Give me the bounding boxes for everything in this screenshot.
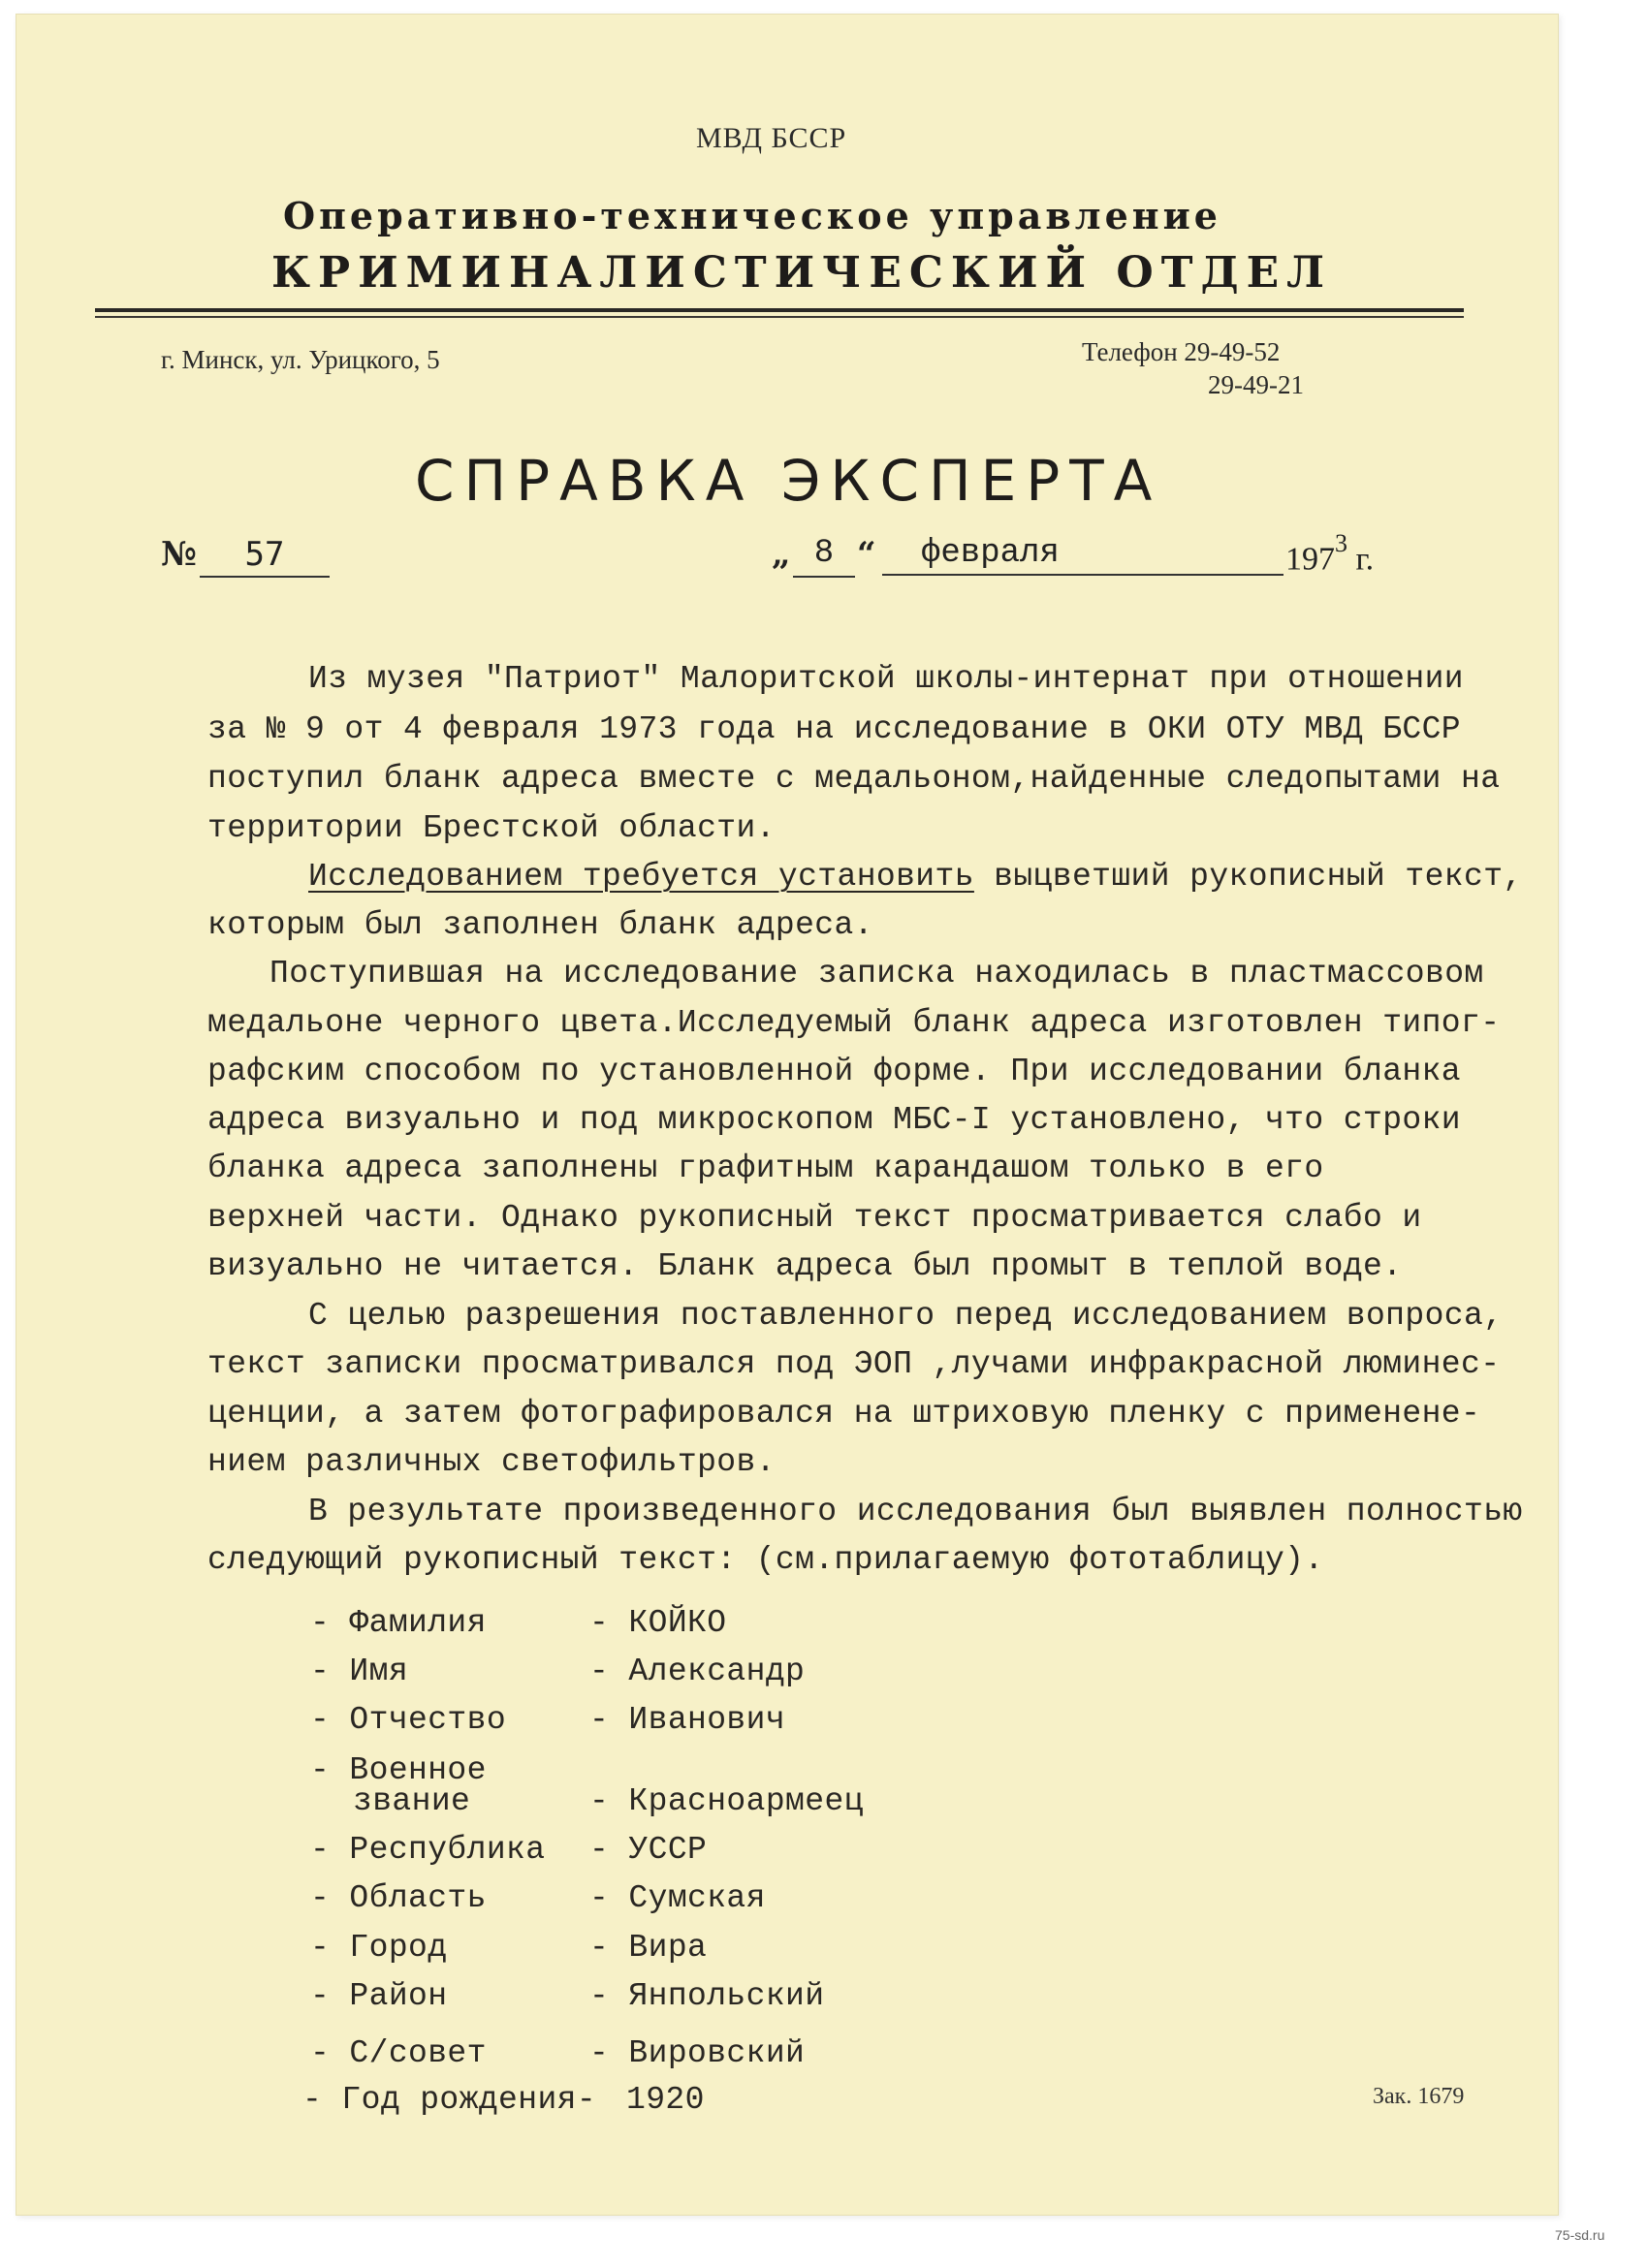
date-year [1285,529,1375,578]
body-line: территории Брестской области. [207,810,776,846]
field-value: - УССР [589,1832,708,1868]
field-label: - Республика [310,1832,546,1868]
phone-line-1: Телефон 29-49-52 [1082,337,1281,366]
field-label: - Фамилия [310,1605,487,1641]
ministry-name: МВД БССР [696,122,847,154]
field-label: - Район [310,1978,448,2014]
field-label: - Отчество [310,1702,507,1738]
field-label: - Область [310,1880,487,1916]
body-line: нием различных светофильтров. [207,1444,776,1480]
field-label: - Год рождения- [302,2082,597,2118]
field-value: - Иванович [589,1702,786,1738]
field-label-continued: звание [353,1783,471,1819]
body-line: следующий рукописный текст: (см.прилагаемую фототаблицу). [207,1542,1324,1578]
year-superscript: 3 [1335,529,1347,557]
body-line: бланка адреса заполнены графитным карандашом только в его [207,1150,1324,1186]
document-number: 57 [200,535,330,578]
body-line: В результате произведенного исследования был выявлен полностью [308,1494,1523,1529]
body-line: Поступившая на исследование записка находилась в пластмассовом [269,956,1484,992]
body-line: ценции, а затем фотографировался на штриховую пленку с применене- [207,1396,1481,1432]
body-line: за № 9 от 4 февраля 1973 года на исследование в ОКИ ОТУ МВД БССР [207,711,1462,747]
letterhead-rule-thin [95,316,1464,318]
field-label: - Военное [310,1752,487,1788]
field-value: - Вира [589,1930,708,1966]
underlined-phrase: Исследованием требуется установить [308,859,974,895]
quote-open: „ [772,535,791,574]
body-line: визуально не читается. Бланк адреса был промыт в теплой воде. [207,1248,1403,1284]
body-line: Из музея "Патриот" Малоритской школы-интернат при отношении [308,661,1464,697]
year-suffix: г. [1355,541,1375,578]
body-line: адреса визуально и под микроскопом МБС-I установлено, что строки [207,1102,1462,1138]
date-day: 8 [793,535,855,578]
field-value: - Вировский [589,2035,806,2071]
body-line-tail: выцветший рукописный текст, [973,859,1523,895]
field-value: - Янпольский [589,1978,825,2014]
phone-block [1082,335,1304,401]
division-name: КРИМИНАЛИСТИЧЕСКИЙ ОТДЕЛ [271,248,1333,298]
field-value: - КОЙКО [589,1605,727,1641]
field-label: - Имя [310,1654,409,1689]
site-watermark: 75-sd.ru [1555,2227,1605,2243]
body-line: которым был заполнен бланк адреса. [207,907,873,943]
address: г. Минск, ул. Урицкого, 5 [161,345,440,374]
body-line: С целью разрешения поставленного перед исследованием вопроса, [308,1298,1504,1334]
body-line: рафским способом по установленной форме. При исследовании бланка [207,1054,1462,1089]
field-value: - Сумская [589,1880,766,1916]
body-line [308,859,1523,895]
field-value: 1920 [626,2082,705,2118]
letterhead-rule-thick [95,308,1464,312]
year-prefix: 197 [1285,541,1335,578]
order-number: Зак. 1679 [1373,2084,1465,2109]
field-value: - Красноармеец [589,1783,864,1819]
body-line: текст записки просматривался под ЭОП ,лучами инфракрасной люминес- [207,1346,1501,1382]
field-label: - Город [310,1930,448,1966]
body-line: поступил бланк адреса вместе с медальоном,найденные следопытами на [207,761,1501,797]
date-month: февраля [882,535,1284,576]
body-line: медальоне черного цвета.Исследуемый бланк адреса изготовлен типог- [207,1005,1501,1041]
department-name: Оперативно-техническое управление [283,194,1221,237]
field-value: - Александр [589,1654,806,1689]
body-line: верхней части. Однако рукописный текст просматривается слабо и [207,1200,1422,1236]
phone-line-2: 29-49-21 [1208,370,1304,399]
document-title: СПРАВКА ЭКСПЕРТА [415,448,1162,514]
quote-close: “ [857,535,876,574]
number-sign: № [161,535,197,574]
field-label: - С/совет [310,2035,487,2071]
